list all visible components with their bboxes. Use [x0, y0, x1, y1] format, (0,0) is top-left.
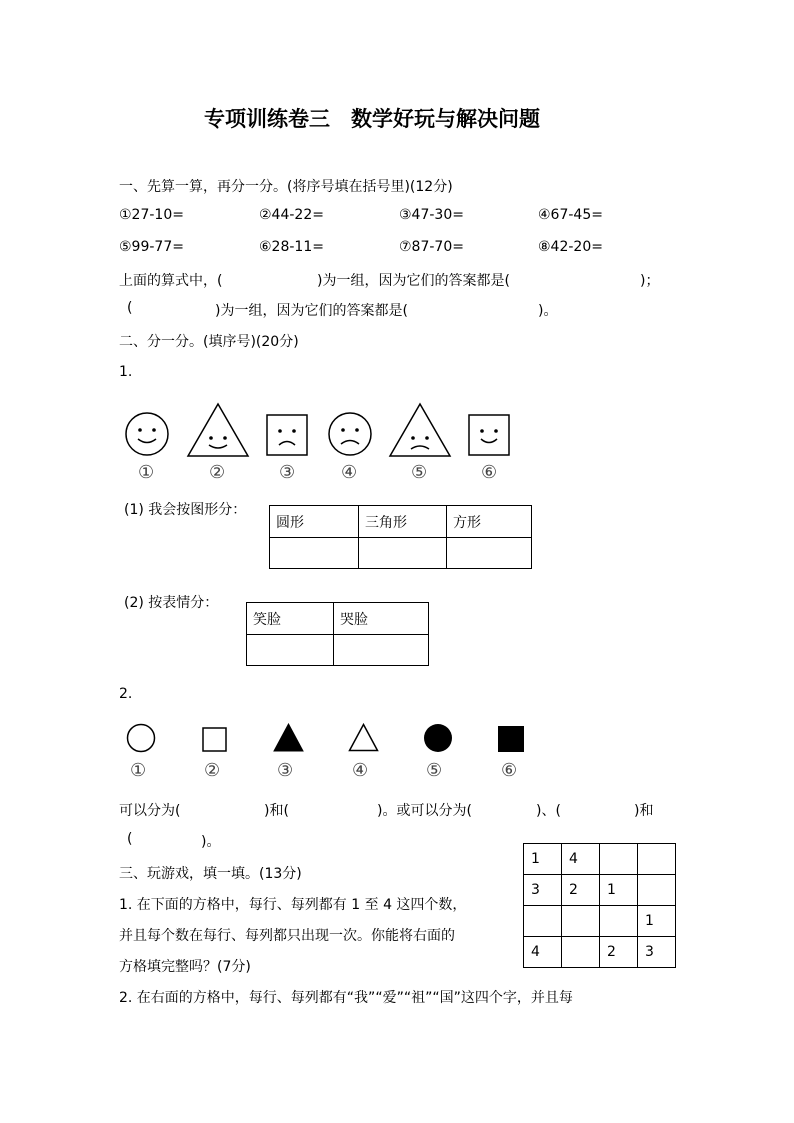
number-puzzle-grid [523, 843, 676, 968]
equation: ②44-22= [259, 207, 324, 223]
grid-cell[interactable] [562, 937, 600, 968]
grid-cell[interactable]: 1 [600, 875, 638, 906]
shape-label: ① [138, 462, 155, 483]
equation: ①27-10= [119, 207, 184, 223]
answer-line-text: )。 [201, 834, 221, 850]
question-number: 1. [119, 364, 133, 380]
grid-cell[interactable]: 2 [600, 937, 638, 968]
answer-cell[interactable] [334, 635, 429, 666]
answer-line-text: 上面的算式中，( [119, 273, 223, 289]
grid-cell[interactable]: 4 [562, 844, 600, 875]
answer-line-text: )为一组，因为它们的答案都是( [317, 273, 510, 289]
answer-line-text: ( [127, 831, 133, 847]
section-3-heading: 三、玩游戏，填一填。(13分) [119, 866, 302, 882]
triangle-outline-icon [348, 723, 379, 752]
smiley-square-icon [468, 414, 510, 456]
section-1-heading: 一、先算一算，再分一分。(将序号填在括号里)(12分) [119, 179, 453, 195]
sad-triangle-icon [388, 402, 452, 458]
table-header-smile: 笑脸 [247, 603, 334, 635]
grid-cell[interactable] [600, 844, 638, 875]
table-header-triangle: 三角形 [359, 506, 447, 538]
grid-row [524, 906, 676, 937]
page-title: 专项训练卷三 数学好玩与解决问题 [204, 106, 540, 131]
shape-label: ④ [352, 760, 369, 781]
question-text: 2. 在右面的方格中，每行、每列都有“我”“爱”“祖”“国”这四个字，并且每 [119, 990, 573, 1006]
grid-cell[interactable] [524, 906, 562, 937]
smiley-triangle-icon [186, 402, 250, 458]
grid-cell[interactable] [638, 844, 676, 875]
grid-row [524, 937, 676, 968]
question-text: 并且每个数在每行、每列都只出现一次。你能将右面的 [119, 928, 455, 944]
equation: ③47-30= [399, 207, 464, 223]
question-number: 2. [119, 686, 133, 702]
grid-row [524, 844, 676, 875]
section-2-heading: 二、分一分。(填序号)(20分) [119, 334, 299, 350]
table-header-square: 方形 [447, 506, 532, 538]
grid-cell[interactable] [600, 906, 638, 937]
answer-line-text: ( [127, 300, 133, 316]
smiley-circle-icon [124, 411, 170, 457]
grid-cell[interactable]: 4 [524, 937, 562, 968]
equation: ⑦87-70= [399, 239, 464, 255]
table-header-circle: 圆形 [270, 506, 359, 538]
part-2-label: (2) 按表情分： [124, 595, 219, 611]
part-1-label: (1) 我会按图形分： [124, 502, 247, 518]
answer-cell[interactable] [359, 538, 447, 569]
answer-line-text: 可以分为( [119, 803, 181, 819]
equation: ⑤99-77= [119, 239, 184, 255]
grid-cell[interactable]: 2 [562, 875, 600, 906]
question-text: 1. 在下面的方格中，每行、每列都有 1 至 4 这四个数， [119, 897, 467, 913]
grid-cell[interactable]: 3 [524, 875, 562, 906]
shape-label: ⑤ [426, 760, 443, 781]
shape-label: ④ [341, 462, 358, 483]
shape-label: ⑤ [411, 462, 428, 483]
answer-line-text: )、( [536, 803, 561, 819]
grid-cell[interactable]: 1 [638, 906, 676, 937]
answer-cell[interactable] [447, 538, 532, 569]
answer-line-text: )和 [634, 803, 654, 819]
equation: ④67-45= [538, 207, 603, 223]
grid-cell[interactable] [638, 875, 676, 906]
square-filled-icon [498, 726, 524, 752]
grid-cell[interactable]: 3 [638, 937, 676, 968]
answer-line-text: )为一组，因为它们的答案都是( [215, 303, 408, 319]
sad-square-icon [266, 414, 308, 456]
equation: ⑧42-20= [538, 239, 603, 255]
grid-row [524, 875, 676, 906]
answer-line-text: )。 [538, 303, 558, 319]
shape-label: ③ [277, 760, 294, 781]
shape-sort-table [269, 505, 532, 569]
answer-line-text: )和( [264, 803, 289, 819]
answer-cell[interactable] [247, 635, 334, 666]
shape-label: ② [209, 462, 226, 483]
expression-sort-table [246, 602, 429, 666]
shape-label: ⑥ [501, 760, 518, 781]
shape-label: ① [130, 760, 147, 781]
shape-label: ③ [279, 462, 296, 483]
answer-line-text: )。或可以分为( [377, 803, 472, 819]
answer-line-text: )； [640, 273, 660, 289]
sad-circle-icon [327, 411, 373, 457]
square-outline-icon [202, 727, 227, 752]
shape-label: ② [204, 760, 221, 781]
table-header-cry: 哭脸 [334, 603, 429, 635]
circle-filled-icon [423, 723, 453, 753]
question-text: 方格填完整吗？(7分) [119, 959, 251, 975]
answer-cell[interactable] [270, 538, 359, 569]
equation: ⑥28-11= [259, 239, 324, 255]
triangle-filled-icon [273, 723, 304, 752]
circle-outline-icon [126, 723, 156, 753]
grid-cell[interactable] [562, 906, 600, 937]
grid-cell[interactable]: 1 [524, 844, 562, 875]
shape-label: ⑥ [481, 462, 498, 483]
